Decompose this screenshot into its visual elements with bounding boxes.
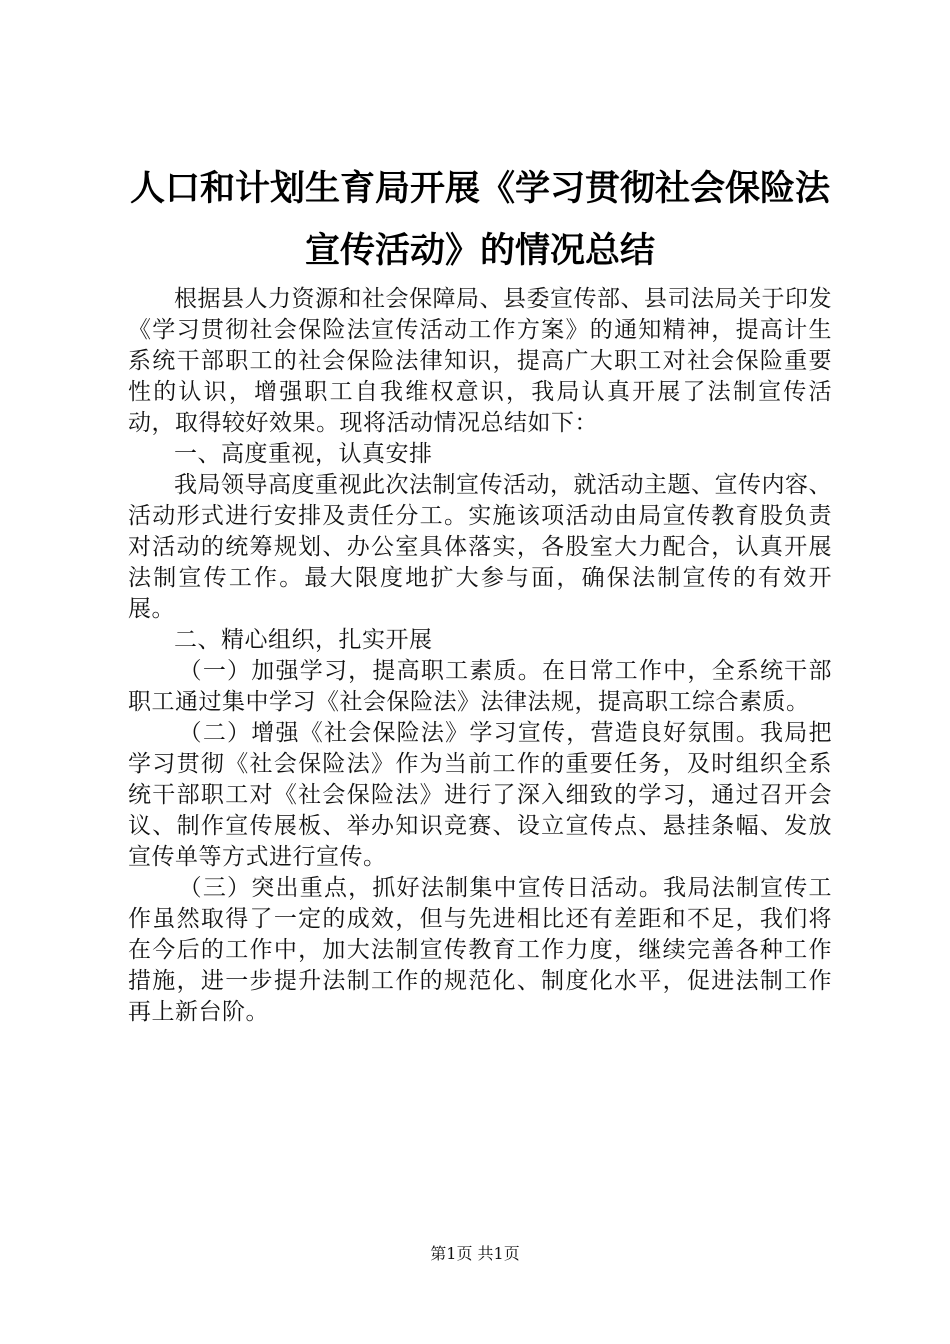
intro-paragraph: 根据县人力资源和社会保障局、县委宣传部、县司法局关于印发《学习贯彻社会保险法宣传活动工作方案》的通知精神，提高计生系统干部职工的社会保险法律知识，提高广大职工对社会保险重要性的认识，增强职工自我维权意识，我局认真开展了法制宣传活动，取得较好效果。现将活动情况总结如下：	[128, 286, 832, 436]
document-body	[128, 284, 832, 1028]
subsection-2-paragraph: （二）增强《社会保险法》学习宣传，营造良好氛围。我局把学习贯彻《社会保险法》作为当前工作的重要任务，及时组织全系统干部职工对《社会保险法》进行了深入细致的学习，通过召开会议、制作宣传展板、举办知识竞赛、设立宣传点、悬挂条幅、发放宣传单等方式进行宣传。	[128, 720, 832, 870]
subsection-1-paragraph: （一）加强学习，提高职工素质。在日常工作中，全系统干部职工通过集中学习《社会保险法》法律法规，提高职工综合素质。	[128, 658, 832, 715]
title-line-2: 宣传活动》的情况总结	[304, 231, 655, 271]
page-number-footer: 第1页 共1页	[430, 1244, 520, 1263]
subsection-3-paragraph: （三）突出重点，抓好法制集中宣传日活动。我局法制宣传工作虽然取得了一定的成效，但与先进相比还有差距和不足，我们将在今后的工作中，加大法制宣传教育工作力度，继续完善各种工作措施，进一步提升法制工作的规范化、制度化水平，促进法制工作再上新台阶。	[128, 875, 832, 1025]
document-page	[128, 158, 832, 1028]
section-heading-2: 二、精心组织，扎实开展	[174, 627, 433, 653]
document-title	[128, 158, 832, 282]
section-heading-1: 一、高度重视，认真安排	[174, 441, 433, 467]
section-1-paragraph: 我局领导高度重视此次法制宣传活动，就活动主题、宣传内容、活动形式进行安排及责任分工。实施该项活动由局宣传教育股负责对活动的统筹规划、办公室具体落实，各股室大力配合，认真开展法制宣传工作。最大限度地扩大参与面，确保法制宣传的有效开展。	[128, 472, 832, 622]
title-line-1: 人口和计划生育局开展《学习贯彻社会保险法	[129, 169, 830, 209]
